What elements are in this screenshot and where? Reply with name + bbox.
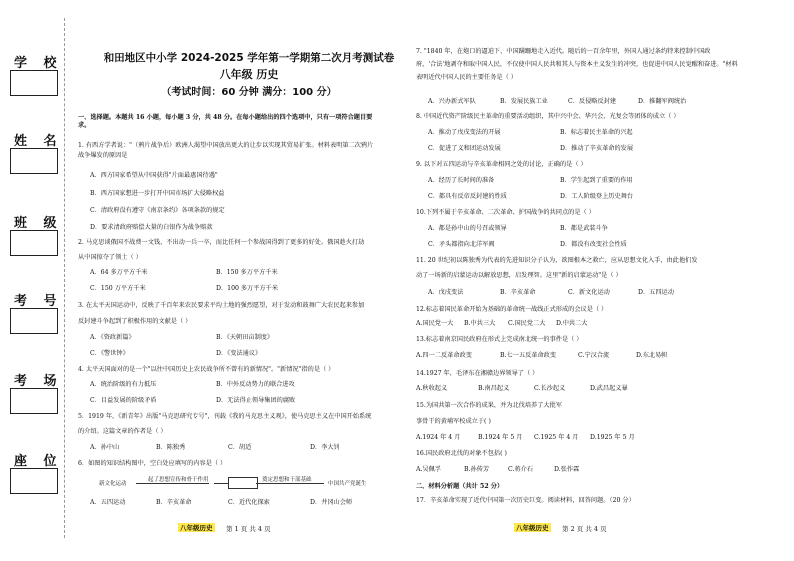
q11-text: 11. 20 世纪初以陈独秀为代表的先进知识分子认为，欲图根本之救亡，应从思想文化入手，由此他们发: [416, 257, 698, 264]
q15-option[interactable]: B.1924 年 5 月: [478, 434, 523, 441]
q3-text: 3. 在太平天国运动中，反映了千百年来农民要求平均土地的强烈愿望，对于发动和鼓舞广大农民起来参加: [78, 302, 365, 309]
q14-option[interactable]: B.南昌起义: [478, 385, 510, 392]
q7-option[interactable]: C．反侵略反封建: [568, 98, 617, 105]
q15-option[interactable]: D.1925 年 5 月: [590, 434, 635, 441]
q13-text: 13.标志着南京国民政府在形式上完成南北统一的事件是（ ）: [416, 336, 583, 343]
q6-text: 6．如图的知识结构图中，空白处应填写的内容是（ ）: [78, 460, 227, 467]
q5-option[interactable]: A．孙中山: [90, 444, 120, 451]
footer-subject-tag: 八年级历史: [516, 524, 549, 532]
q16-option[interactable]: D.张作霖: [554, 466, 580, 473]
q3-option[interactable]: B．《天朝田亩制度》: [216, 334, 274, 341]
q1-option[interactable]: D．要求清政府赔偿大量的白银作为战争赔款: [90, 224, 213, 231]
q12-text: 12.标志着国民革命开始为基础的革命统一战线正式形成的会议是（ ）: [416, 306, 608, 313]
q15-text: 15.为国共第一次合作的成果，并为北伐培养了大批军: [416, 402, 562, 409]
diagram-edge-label: 奠定思想和干部基础: [262, 477, 312, 483]
q1-option[interactable]: B．西方国家想进一步打开中国市场扩大侵略权益: [90, 190, 225, 197]
q9-option[interactable]: D．工人阶级登上历史舞台: [560, 193, 634, 200]
school-label: 学 校: [14, 56, 63, 71]
q2-option[interactable]: C．150 万平方千米: [90, 285, 146, 292]
q1-option[interactable]: C．清政府没有遵守《南京条约》各项条款的规定: [90, 207, 225, 214]
q11-option[interactable]: B．辛亥革命: [500, 289, 536, 296]
section2-heading: 二、材料分析题（共计 52 分）: [416, 483, 504, 490]
q6-option[interactable]: B．辛亥革命: [156, 499, 192, 506]
q10-option[interactable]: A．都是孙中山的号召或领导: [428, 225, 507, 232]
q10-option[interactable]: B．都是武装斗争: [560, 225, 608, 232]
q12-option[interactable]: B.中共三大: [464, 320, 496, 327]
q5-option[interactable]: B．陈独秀: [156, 444, 186, 451]
footer-page-number: 第 2 页 共 4 页: [562, 525, 607, 533]
q7-option[interactable]: D．推翻军阀统治: [638, 98, 687, 105]
q10-text: 10.下列不属于辛亥革命、二次革命、护国战争的共同点的是（ ）: [416, 209, 595, 216]
diagram-blank-box[interactable]: [228, 477, 258, 489]
q13-option[interactable]: A.四一二反革命政变: [416, 352, 472, 359]
q5-option[interactable]: D．李大钊: [310, 444, 340, 451]
q12-option[interactable]: D.中共二大: [556, 320, 588, 327]
q7-text: 7. "1840 年，在炮口的逼迫下，中国蹒跚地走入近代。随后的一百余年里，外国人通过条约特来控制中国政: [416, 48, 711, 55]
q9-option[interactable]: A．经历了长时间的准备: [428, 177, 495, 184]
q12-option[interactable]: C.国民党二大: [508, 320, 546, 327]
q15-text: 事骨干的黄埔军校成立于( ): [416, 418, 491, 425]
q10-option[interactable]: C．矛头都指向北洋军阀: [428, 241, 495, 248]
q1-option[interactable]: A．西方国家希望从中国获得"片面最惠国待遇": [90, 172, 218, 179]
q17-text: 17．辛亥革命实现了近代中国第一次历史巨变。阅读材料，回答问题。（20 分）: [416, 497, 635, 504]
q13-option[interactable]: D.东北易帜: [636, 352, 668, 359]
q6-option[interactable]: D．井冈山会师: [310, 499, 353, 506]
q13-option[interactable]: C.宁汉合流: [578, 352, 610, 359]
q8-option[interactable]: C．促进了义和团运动发展: [428, 145, 501, 152]
q4-option[interactable]: A．统治阶级的有力抵压: [90, 381, 157, 388]
q6-option[interactable]: A．五四运动: [90, 499, 126, 506]
exam-title: 和田地区中小学 2024-2025 学年第一学期第二次月考测试卷: [103, 52, 395, 64]
q1-text: 1. 有西方学者说："（鸦片战争后）欧洲人渴望中国放出更大的让步以实现其贸易扩张。材料表明第二次鸦片: [78, 142, 374, 149]
q2-option[interactable]: A．64 多万平方千米: [90, 269, 148, 276]
footer-page-number: 第 1 页 共 4 页: [226, 525, 271, 533]
diagram-node: 新文化运动: [99, 481, 127, 487]
diagram-node: 中国共产党诞生: [328, 481, 367, 487]
q11-option[interactable]: C．新文化运动: [568, 289, 610, 296]
q3-option[interactable]: C．《警世钟》: [90, 350, 129, 357]
q11-option[interactable]: D．五四运动: [638, 289, 674, 296]
q15-option[interactable]: A.1924 年 4 月: [416, 434, 461, 441]
q14-option[interactable]: C.长沙起义: [534, 385, 566, 392]
q16-option[interactable]: A.吴佩孚: [416, 466, 441, 473]
section1-heading: 一、选择题。本题共 16 小题，每小题 3 分，共 48 分。在每小题给出的四个选项中，只有一项符合题目要: [78, 114, 373, 121]
q5-option[interactable]: C．胡适: [228, 444, 252, 451]
q2-text: 2. 马克思谈俄国不战费一文钱，不出动一兵一卒，而比任何一个参战国得到了更多的好处。俄国趁火打劫: [78, 239, 365, 246]
q1-text: 战争爆发的原因是: [78, 152, 128, 159]
q2-option[interactable]: D．100 多万平方千米: [216, 285, 279, 292]
seat-field[interactable]: [10, 468, 58, 494]
diagram-arrow: [214, 483, 228, 484]
school-field[interactable]: [10, 70, 58, 96]
q7-text: 府，'合法'地剥夺和取中国人民，不仅使中国人民共和其人与资本主义发生的冲突，也促进中国人民觉醒和奋进。"材料: [416, 61, 738, 68]
q11-text: 动了一场新的启蒙运动以解放思想，启发理智。这里"新的启蒙运动"是（ ）: [416, 272, 622, 279]
q12-option[interactable]: A.国民党一大: [416, 320, 454, 327]
q4-option[interactable]: D．无法得止领导集团的腐败: [216, 397, 296, 404]
q14-option[interactable]: A.秋收起义: [416, 385, 448, 392]
q16-text: 16.国民政府北伐的对象不包括( ): [416, 450, 507, 457]
q15-option[interactable]: C.1925 年 4 月: [534, 434, 579, 441]
q10-option[interactable]: D．都没有改变社会性质: [560, 241, 627, 248]
q8-option[interactable]: B．标志着民主革命的兴起: [560, 129, 633, 136]
q8-text: 8. 中国近代资产阶级民主革命的重要活动组织，其中兴中会、华兴会、光复会等团体的成立（ ）: [416, 113, 680, 120]
name-label: 姓 名: [14, 134, 63, 149]
q4-text: 4. 太平天国面对的是一个"以往中国历史上农民战争所不曾有的新情况"。"新情况"指的是（ ）: [78, 366, 335, 373]
q9-option[interactable]: C．都具有反帝反封建的性质: [428, 193, 507, 200]
q9-text: 9. 以下对五四运动与辛亥革命相同之处的讨论，正确的是（ ）: [416, 161, 587, 168]
q5-text: 5．1919 年，《新青年》出版"马克思研究专号"，刊载《我的马克思主义观》，使马克思主义在中国开始系统: [78, 413, 372, 420]
q14-option[interactable]: D.武昌起义暴: [590, 385, 628, 392]
q13-option[interactable]: B.七一五反革命政变: [500, 352, 557, 359]
q3-option[interactable]: A．《资政新篇》: [90, 334, 135, 341]
q5-text: 的介绍。这篇文章的作者是（ ）: [78, 428, 167, 435]
name-field[interactable]: [10, 148, 58, 174]
q14-text: 14.1927 年，毛泽东在湘赣边界领导了（ ）: [416, 370, 539, 377]
exam-number-field[interactable]: [10, 308, 58, 334]
q16-option[interactable]: B.孙传芳: [464, 466, 490, 473]
q9-option[interactable]: B．学生起到了重要的作用: [560, 177, 633, 184]
q6-option[interactable]: C．近代化探索: [228, 499, 270, 506]
q2-text: 从中国掠夺了领土（ ）: [78, 254, 142, 261]
section1-heading-cont: 求。: [78, 122, 91, 129]
exam-number-label: 考 号: [14, 294, 63, 309]
diagram-edge-label: 起了思想宣传和骨干作用: [148, 477, 209, 483]
q4-option[interactable]: B．中外反动势力的联合进攻: [216, 381, 295, 388]
q7-option[interactable]: B．发展民族工业: [500, 98, 548, 105]
exam-info: （考试时间：60 分钟 满分：100 分）: [161, 87, 337, 98]
q7-text: 表明近代中国人民的主要任务是（ ）: [416, 74, 517, 81]
exam-subtitle: 八年级 历史: [219, 68, 279, 81]
class-label: 班 级: [14, 216, 63, 231]
exam-room-field[interactable]: [10, 388, 58, 414]
q16-option[interactable]: C.蒋介石: [508, 466, 534, 473]
q7-option[interactable]: A．兴办新式军队: [428, 98, 476, 105]
q2-option[interactable]: B．150 多万平方千米: [216, 269, 278, 276]
class-field[interactable]: [10, 230, 58, 256]
binding-line: [64, 18, 65, 538]
q3-option[interactable]: D．《变法通议》: [216, 350, 262, 357]
footer-subject-tag: 八年级历史: [180, 524, 213, 532]
q4-option[interactable]: C．目益发展的阶级矛盾: [90, 397, 157, 404]
seat-label: 座 位: [14, 454, 63, 469]
diagram-arrow: [136, 483, 148, 484]
diagram-arrow: [308, 483, 324, 484]
exam-room-label: 考 场: [14, 374, 63, 389]
q8-option[interactable]: D．推动了辛亥革命的发展: [560, 145, 634, 152]
q11-option[interactable]: A．戊戌变法: [428, 289, 464, 296]
q8-option[interactable]: A．推动了戊戌变法的开展: [428, 129, 501, 136]
q3-text: 反封建斗争起到了积极作用的文献是（ ）: [78, 318, 192, 325]
